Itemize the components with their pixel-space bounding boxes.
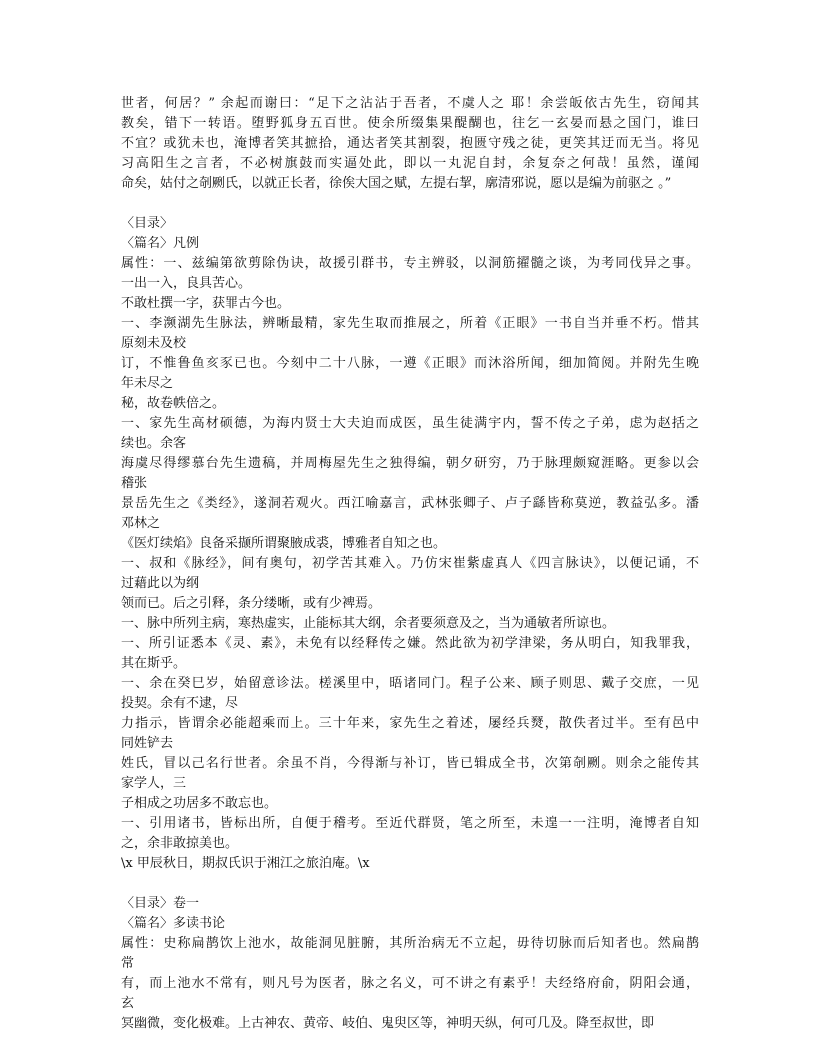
text-line: 不敢杜撰一字，获罪古今也。 (121, 296, 291, 311)
text-line: 不宜？或犹未也，淹博者笑其摭拾，通达者笑其割裂，抱匮守残之徒，更笑其迂而无当。将见 (121, 136, 699, 151)
text-line: 姓氏，冒以己名行世者。余虽不肖，今得渐与补订，皆已辑成全书，次第剞劂。则余之能传其 (121, 756, 699, 771)
text-line: 一、引用诸书，皆标出所，自便于稽考。至近代群贤，笔之所至，未遑一一注明，淹博者自知 (121, 816, 699, 831)
section-title: 〈篇名〉多读书论 (121, 916, 226, 931)
text-line: 海虞尽得缪慕台先生遗稿，并周梅屋先生之独得编，朝夕研穷，乃于脉理颇窥涯略。更参以会 (121, 456, 699, 471)
section-duoshu (121, 894, 699, 1034)
section-fanli (121, 214, 699, 874)
text-line: 有，而上池水不常有，则凡号为医者，脉之名义，可不讲之有素乎！夫经络府俞，阴阳会通， (121, 976, 699, 991)
intro-block (121, 94, 699, 194)
text-line: 之，余非敢掠美也。 (121, 836, 239, 851)
text-line: 属性：史称扁鹊饮上池水，故能洞见脏腑，其所治病无不立起，毋待切脉而后知者也。然扁鹊 (121, 936, 699, 951)
text-line: 家学人，三 (121, 776, 187, 791)
text-line: 一、余在癸巳岁，始留意诊法。槎溪里中，晤诸同门。程子公来、顾子则思、戴子交庶，一见 (121, 676, 699, 691)
text-line: 秘，故卷帙倍之。 (121, 396, 226, 411)
text-line: 景岳先生之《类经》，遂洞若观火。西江喻嘉言，武林张卿子、卢子繇皆称莫逆，教益弘多。潘 (121, 496, 699, 511)
text-line: 稽张 (121, 476, 148, 491)
text-line: 世者，何居？” 余起而谢曰：“足下之沾沾于吾者，不虞人之 耶！余尝皈依古先生，窃闻其 (121, 96, 699, 111)
text-line: 《医灯续焰》良备采撷所谓聚腋成裘，博雅者自知之也。 (121, 536, 447, 551)
text-line: 命矣，姑付之剞劂氏，以就正长者，徐俟大国之赋，左提右挈，廓清邪说，愿以是编为前驱之 。” (121, 176, 672, 191)
text-line: 一出一入，良具苦心。 (121, 276, 252, 291)
text-line: 属性：一、兹编第欲剪除伪诀，故援引群书，专主辨驳，以洞筋擢髓之谈，为考同伐异之事。 (121, 256, 699, 271)
text-line: 过藉此以为纲 (121, 576, 200, 591)
text-line: 常 (121, 956, 135, 971)
text-line: 子相成之功居多不敢忘也。 (121, 796, 278, 811)
text-line: 续也。余客 (121, 436, 187, 451)
section-body (121, 254, 699, 874)
document-page (121, 94, 699, 1034)
text-line: 投契。余有不逮，尽 (121, 696, 239, 711)
section-body (121, 934, 699, 1034)
text-line: 订，不惟鲁鱼亥豕已也。今刻中二十八脉，一遵《正眼》而沐浴所闻，细加简阅。并附先生晚 (121, 356, 699, 371)
text-line: 一、叔和《脉经》，间有奥句，初学苦其难入。乃仿宋崔紫虚真人《四言脉诀》，以便记诵，不 (121, 556, 699, 571)
section-heading: 〈目录〉卷一 (121, 896, 200, 911)
text-line: 冥幽微，变化极难。上古神农、黄帝、岐伯、鬼臾区等，神明天纵，何可几及。降至叔世，即 (121, 1016, 655, 1031)
text-line: 同姓铲去 (121, 736, 174, 751)
text-line: 原刻未及校 (121, 336, 187, 351)
text-line: 一、所引证悉本《灵、素》，未免有以经释传之嫌。然此欲为初学津梁，务从明白，知我罪我， (121, 636, 699, 651)
text-line: 领而已。后之引释，条分缕晰，或有少裨焉。 (121, 596, 382, 611)
spacer (121, 874, 699, 894)
text-line: 邓林之 (121, 516, 161, 531)
text-line: 玄 (121, 996, 135, 1011)
text-line: 年未尽之 (121, 376, 174, 391)
text-line: 一、李濒湖先生脉法，辨晰最精，家先生取而推展之，所着《正眼》一书自当并垂不朽。惜其 (121, 316, 699, 331)
text-line: 一、脉中所列主病，寒热虚实，止能标其大纲，余者要须意及之，当为通敏者所谅也。 (121, 616, 616, 631)
text-line: 教矣，错下一转语。堕野狐身五百世。使余所缀集果醍醐也，往乞一玄晏而悬之国门，谁曰 (121, 116, 699, 131)
section-title: 〈篇名〉凡例 (121, 236, 200, 251)
text-line: 力指示，皆谓余必能超乘而上。三十年来，家先生之着述，屡经兵燹，散佚者过半。至有邑中 (121, 716, 699, 731)
text-line: \x 甲辰秋日，期叔氏识于湘江之旅泊庵。\x (121, 856, 370, 871)
text-line: 一、家先生高材硕德，为海内贤士大夫迫而成医，虽生徒满宇内，誓不传之子弟，虑为赵括之 (121, 416, 699, 431)
text-line: 其在斯乎。 (121, 656, 187, 671)
spacer (121, 194, 699, 214)
section-heading: 〈目录〉 (121, 216, 174, 231)
text-line: 习高阳生之言者，不必树旗鼓而实逼处此，即以一丸泥自封，余复奈之何哉！虽然，谨闻 (121, 156, 699, 171)
